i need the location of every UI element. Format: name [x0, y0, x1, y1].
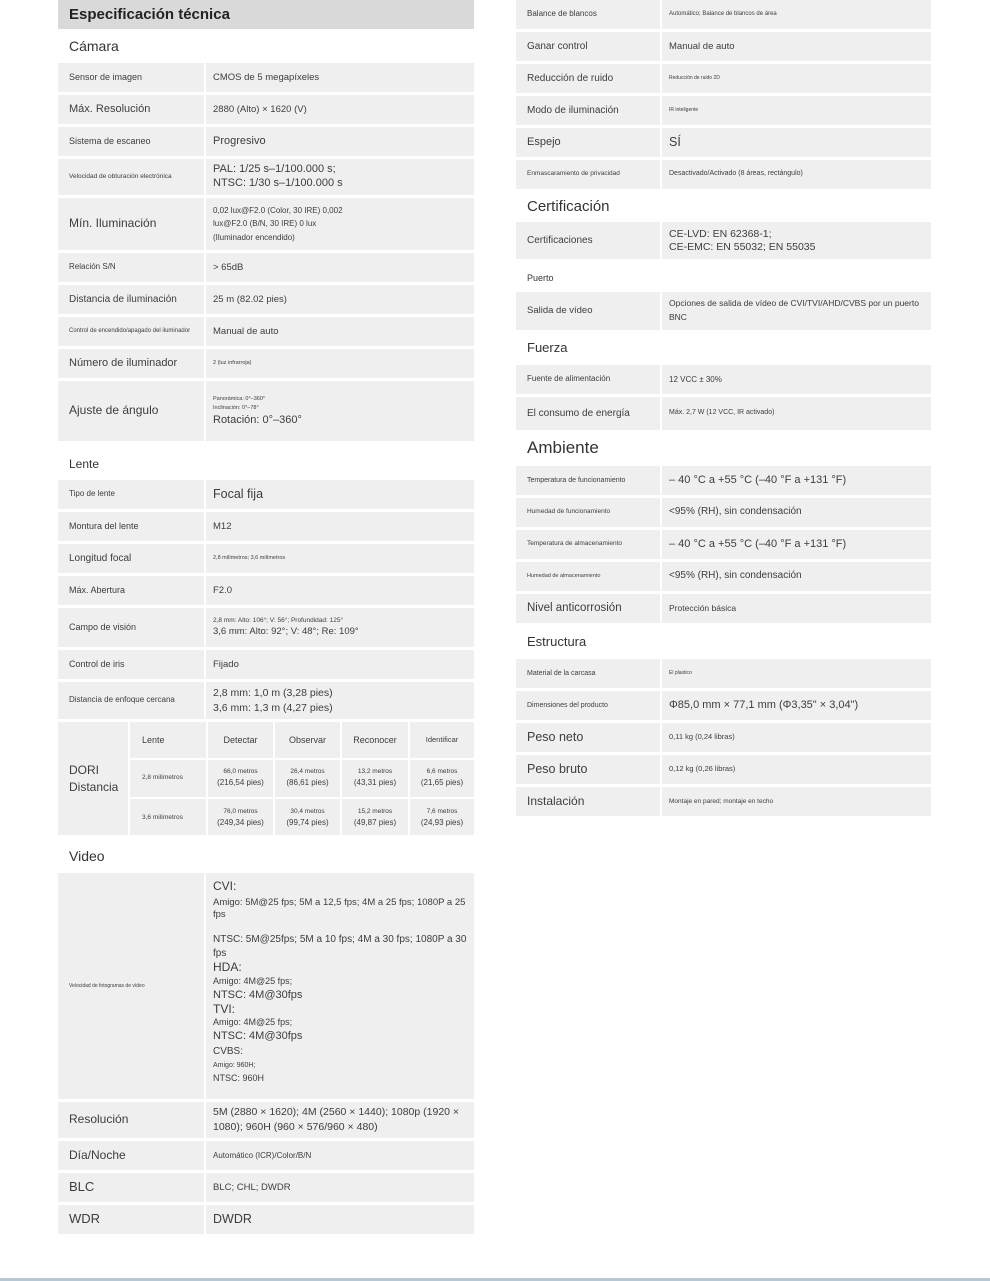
spec-value [206, 1102, 474, 1138]
dori-header: Reconocer [340, 722, 408, 760]
spec-value-line: Automático; Balance de blancos de área [669, 11, 777, 18]
spec-value-line: > 65dB [213, 261, 244, 273]
spec-value-line: Manual de auto [669, 40, 735, 52]
spec-label: Control de iris [58, 650, 206, 679]
spec-value [206, 1173, 474, 1202]
spec-value [206, 1205, 474, 1234]
spec-row [58, 159, 474, 198]
dori-lens-cell: 2,8 milímetros [130, 760, 206, 799]
spec-row [58, 1141, 474, 1173]
spec-row [58, 317, 474, 349]
spec-value-line: Amigo: 4M@25 fps; [213, 1017, 293, 1028]
spec-value [206, 544, 474, 573]
spec-value-line: El plastico [669, 669, 692, 676]
dori-cell-line: (43,31 pies) [353, 778, 397, 788]
spec-value-line: Panorámica: 0°–360° [213, 395, 266, 402]
spec-row [516, 787, 931, 819]
spec-value-line: Amigo: 4M@25 fps; [213, 975, 293, 986]
spec-label: Humedad de funcionamiento [516, 498, 662, 527]
spec-row [58, 512, 474, 544]
dori-cell-line: 15,2 metros [357, 807, 393, 815]
spec-value-line: SÍ [669, 135, 681, 150]
spec-label: El consumo de energía [516, 397, 662, 430]
spec-label: Sistema de escaneo [58, 127, 206, 156]
spec-label: Reducción de ruido [516, 64, 662, 93]
lens-table [58, 480, 474, 722]
spec-value-line: 25 m (82.02 pies) [213, 293, 287, 305]
dori-table [58, 722, 474, 838]
spec-value [206, 63, 474, 92]
spec-value [662, 365, 931, 394]
spec-value-line: lux@F2.0 (B/N, 30 IRE) 0 lux [213, 219, 317, 229]
spec-label: Distancia de iluminación [58, 285, 206, 314]
spec-value-line: 5M (2880 × 1620); 4M (2560 × 1440); 1080p (1920 × [213, 1106, 460, 1119]
spec-label: Peso bruto [516, 755, 662, 784]
spec-value-line: NTSC: 960H [213, 1072, 265, 1083]
spec-row [58, 650, 474, 682]
dori-cell-line: 6,6 metros [426, 767, 458, 775]
spec-value-line: NTSC: 4M@30fps [213, 1030, 303, 1043]
spec-value-line: Máx. 2,7 W (12 VCC, IR activado) [669, 409, 775, 417]
spec-row [516, 755, 931, 787]
video-table [58, 873, 474, 1237]
dori-cell-line: (49,87 pies) [353, 818, 397, 828]
spec-row [516, 292, 931, 333]
spec-label: Resolución [58, 1102, 206, 1138]
dori-cell-line: (21,65 pies) [420, 778, 464, 788]
spec-value [662, 96, 931, 125]
spec-label: Fuente de alimentación [516, 365, 662, 394]
spec-row [516, 562, 931, 594]
spec-row [516, 32, 931, 64]
camera-table [58, 63, 474, 444]
spec-value [206, 873, 474, 1099]
spec-value-line: CMOS de 5 megapíxeles [213, 71, 320, 83]
spec-value-line: 3,6 mm: 1,3 m (4,27 pies) [213, 701, 333, 714]
spec-value-line: Manual de auto [213, 325, 279, 337]
spec-label: Nivel anticorrosión [516, 594, 662, 623]
spec-row [58, 480, 474, 512]
spec-value [206, 608, 474, 647]
spec-label: Ganar control [516, 32, 662, 61]
spec-value-line: Rotación: 0°–360° [213, 414, 302, 427]
spec-value-line: 0,12 kg (0,26 libras) [669, 764, 736, 774]
spec-label: Mín. Iluminación [58, 198, 206, 250]
right-column [516, 0, 931, 819]
spec-value-line: 2 (luz infrarroja) [213, 359, 252, 366]
spec-label: Enmascaramiento de privacidad [516, 160, 662, 189]
spec-value-line: Focal fija [213, 487, 264, 502]
spec-label: Montura del lente [58, 512, 206, 541]
section-video-title: Video [69, 848, 105, 864]
spec-value-line: Reducción de ruido 2D [669, 74, 720, 81]
spec-label: Número de iluminador [58, 349, 206, 378]
spec-value [662, 32, 931, 61]
spec-value [662, 562, 931, 591]
dori-cell-line: (24,93 pies) [420, 818, 464, 828]
spec-row [516, 64, 931, 96]
spec-value-line: NTSC: 4M@30fps [213, 988, 303, 1001]
spec-row [58, 95, 474, 127]
spec-value-line: 0,02 lux@F2.0 (Color, 30 IRE) 0,002 [213, 205, 343, 215]
section-struct-title: Estructura [527, 634, 587, 649]
spec-row [516, 466, 931, 498]
spec-value [206, 285, 474, 314]
spec-value-line: M12 [213, 520, 232, 532]
spec-value-line: NTSC: 1/30 s–1/100.000 s [213, 177, 343, 189]
spec-value [662, 222, 931, 259]
spec-label: BLC [58, 1173, 206, 1202]
spec-label: WDR [58, 1205, 206, 1234]
spec-row [516, 365, 931, 397]
spec-value [662, 397, 931, 430]
spec-value-line: 2880 (Alto) × 1620 (V) [213, 103, 307, 115]
spec-value-line: 2,8 mm: Alto: 106°; V: 56°; Profundidad: 125° [213, 616, 344, 624]
spec-label: Modo de iluminación [516, 96, 662, 125]
spec-value-line: Inclinación: 0°–78° [213, 405, 259, 412]
spec-row [58, 63, 474, 95]
spec-label: Balance de blancos [516, 0, 662, 29]
spec-value-line: CE-LVD: EN 62368-1; [669, 227, 772, 240]
spec-value-line: IR inteligente [669, 106, 699, 113]
spec-value-line: CVI: [213, 879, 237, 893]
spec-row [58, 608, 474, 650]
spec-value [662, 787, 931, 816]
spec-value [206, 159, 474, 195]
spec-row [516, 659, 931, 691]
section-env-title: Ambiente [527, 438, 599, 457]
spec-value-line: TVI: [213, 1001, 236, 1016]
dori-header: Identificar [408, 722, 474, 760]
spec-label: Instalación [516, 787, 662, 816]
spec-row [58, 349, 474, 381]
spec-value-line: <95% (RH), sin condensación [669, 506, 802, 518]
spec-row [516, 723, 931, 755]
spec-value [662, 128, 931, 157]
spec-value-line: (Iluminador encendido) [213, 232, 295, 242]
dori-cell-line: 13,2 metros [357, 767, 393, 775]
spec-row [516, 222, 931, 262]
spec-label: Día/Noche [58, 1141, 206, 1170]
dori-cell-line: 26,4 metros [290, 767, 325, 775]
spec-label: Temperatura de almacenamiento [516, 530, 662, 559]
spec-label: Velocidad de fotogramas de vídeo [58, 873, 206, 1099]
spec-value-line: 12 VCC ± 30% [669, 374, 722, 384]
section-port-title: Puerto [527, 273, 554, 283]
spec-label: Campo de visión [58, 608, 206, 647]
dori-cell-line: (99,74 pies) [286, 818, 329, 828]
left-column [58, 0, 474, 1237]
dori-cell-line: (216,54 pies) [217, 778, 264, 788]
spec-row [58, 253, 474, 285]
spec-value-spacer [213, 921, 467, 933]
spec-row [516, 0, 931, 32]
dori-cell [206, 760, 273, 799]
spec-label: Material de la carcasa [516, 659, 662, 688]
spec-value [662, 0, 931, 29]
spec-value [206, 682, 474, 719]
spec-value [206, 480, 474, 509]
spec-value [662, 594, 931, 623]
dori-label-line: Distancia [69, 779, 119, 794]
spec-value [206, 127, 474, 156]
spec-value-line: 2,8 mm: 1,0 m (3,28 pies) [213, 686, 333, 699]
dori-cell [206, 799, 273, 838]
spec-value-line: Fijado [213, 658, 239, 670]
dori-header: Lente [130, 722, 206, 760]
spec-label: Dimensiones del producto [516, 691, 662, 720]
spec-row [58, 127, 474, 159]
spec-value-line: CVBS: [213, 1046, 244, 1058]
spec-row [58, 873, 474, 1102]
spec-row [58, 285, 474, 317]
spec-value [206, 512, 474, 541]
dori-cell-line: 7,6 metros [426, 807, 458, 815]
spec-value-line: PAL: 1/25 s–1/100.000 s; [213, 163, 336, 176]
dori-cell [340, 799, 408, 838]
spec-value [662, 292, 931, 330]
dori-cell-line: 66,0 metros [223, 767, 258, 775]
spec-label: Ajuste de ángulo [58, 381, 206, 441]
spec-label: Máx. Abertura [58, 576, 206, 605]
spec-label: Humedad de almacenamiento [516, 562, 662, 591]
spec-value-line: Amigo: 5M@25 fps; 5M a 12,5 fps; 4M a 25 fps; 1080P a 25 fps [213, 896, 466, 920]
spec-row [58, 576, 474, 608]
spec-value [662, 64, 931, 93]
spec-row [58, 682, 474, 722]
spec-value [662, 466, 931, 495]
dori-label [58, 722, 130, 835]
dori-header: Observar [273, 722, 340, 760]
spec-value [662, 755, 931, 784]
spec-value-line: F2.0 [213, 584, 233, 596]
spec-value-line: Protección básica [669, 603, 737, 614]
spec-value [206, 381, 474, 441]
dori-grid [130, 722, 474, 835]
spec-value [206, 317, 474, 346]
spec-value-line: BLC; CHL; DWDR [213, 1181, 291, 1193]
section-cert-title: Certificación [527, 198, 610, 215]
spec-label: Sensor de imagen [58, 63, 206, 92]
spec-row [516, 691, 931, 723]
spec-row [516, 498, 931, 530]
spec-value [662, 659, 931, 688]
spec-value-line: 1080); 960H (960 × 576/960 × 480) [213, 1121, 378, 1133]
spec-value-line: CE-EMC: EN 55032; EN 55035 [669, 240, 816, 253]
dori-cell-line: 76,0 metros [223, 807, 258, 815]
spec-value [206, 576, 474, 605]
spec-value-line: – 40 °C a +55 °C (–40 °F a +131 °F) [669, 473, 847, 486]
spec-label: Distancia de enfoque cercana [58, 682, 206, 719]
dori-cell [273, 799, 340, 838]
spec-row [58, 544, 474, 576]
spec-value-line: NTSC: 5M@25fps; 5M a 10 fps; 4M a 30 fps; 1080P a 30 fps [213, 934, 467, 959]
spec-value [206, 253, 474, 282]
spec-value-line: 3,6 mm: Alto: 92°; V: 48°; Re: 109° [213, 626, 359, 638]
spec-label: Control de encendido/apagado del iluminador [58, 317, 206, 346]
spec-label: Temperatura de funcionamiento [516, 466, 662, 495]
spec-label: Espejo [516, 128, 662, 157]
spec-row [58, 1205, 474, 1237]
dori-cell [273, 760, 340, 799]
spec-value-line: Φ85,0 mm × 77,1 mm (Φ3,35" × 3,04") [669, 698, 859, 711]
spec-value-line: 2,8 milímetros; 3,6 milímetros [213, 554, 286, 561]
spec-label: Velocidad de obturación electrónica [58, 159, 206, 195]
spec-row [516, 160, 931, 192]
spec-value [662, 691, 931, 720]
spec-title: Especificación técnica [58, 0, 474, 29]
spec-value [662, 498, 931, 527]
spec-value-line: Desactivado/Activado (8 áreas, rectángulo) [669, 170, 803, 178]
spec-value [206, 1141, 474, 1170]
spec-label: Peso neto [516, 723, 662, 752]
spec-row [516, 96, 931, 128]
spec-value-line: HDA: [213, 960, 242, 975]
dori-cell-line: (249,34 pies) [217, 818, 264, 828]
spec-label: Tipo de lente [58, 480, 206, 509]
spec-value-line: Montaje en pared; montaje en techo [669, 797, 774, 805]
spec-value-line: <95% (RH), sin condensación [669, 570, 802, 582]
spec-row [58, 381, 474, 444]
spec-value-line: 0,11 kg (0,24 libras) [669, 732, 735, 742]
spec-row [516, 128, 931, 160]
spec-value-line: Progresivo [213, 134, 266, 147]
dori-cell [340, 760, 408, 799]
spec-row [516, 397, 931, 433]
dori-lens-cell: 3,6 milímetros [142, 814, 183, 822]
spec-value [662, 723, 931, 752]
dori-cell-line: (86,61 pies) [286, 778, 329, 788]
section-camera-title: Cámara [69, 38, 119, 54]
spec-row [58, 198, 474, 253]
spec-label: Certificaciones [516, 222, 662, 259]
section-power-title: Fuerza [527, 340, 568, 355]
dori-cell-line: 30,4 metros [290, 807, 325, 815]
dori-header: Detectar [206, 722, 273, 760]
spec-label: Salida de vídeo [516, 292, 662, 330]
spec-value-line: Opciones de salida de vídeo de CVI/TVI/AHD/CVBS por un puerto [669, 298, 919, 309]
spec-value [206, 349, 474, 378]
spec-value-line: Amigo: 960H; [213, 1062, 256, 1070]
spec-row [58, 1102, 474, 1141]
video-cont-table [516, 0, 931, 192]
spec-value [206, 95, 474, 124]
spec-value-line: Automático (ICR)/Color/B/N [213, 1150, 312, 1160]
spec-value [206, 198, 474, 250]
spec-row [516, 594, 931, 626]
dori-cell [408, 760, 474, 799]
spec-value-line: – 40 °C a +55 °C (–40 °F a +131 °F) [669, 537, 847, 550]
spec-value [662, 530, 931, 559]
spec-value [206, 650, 474, 679]
spec-label: Máx. Resolución [58, 95, 206, 124]
section-lens-title: Lente [69, 457, 100, 471]
spec-row [516, 530, 931, 562]
spec-label: Longitud focal [58, 544, 206, 573]
spec-value-line: DWDR [213, 1212, 252, 1227]
spec-label: Relación S/N [58, 253, 206, 282]
spec-value-line: BNC [669, 312, 687, 322]
spec-row [58, 1173, 474, 1205]
dori-cell [408, 799, 474, 838]
dori-label-line: DORI [69, 762, 99, 777]
spec-value [662, 160, 931, 189]
